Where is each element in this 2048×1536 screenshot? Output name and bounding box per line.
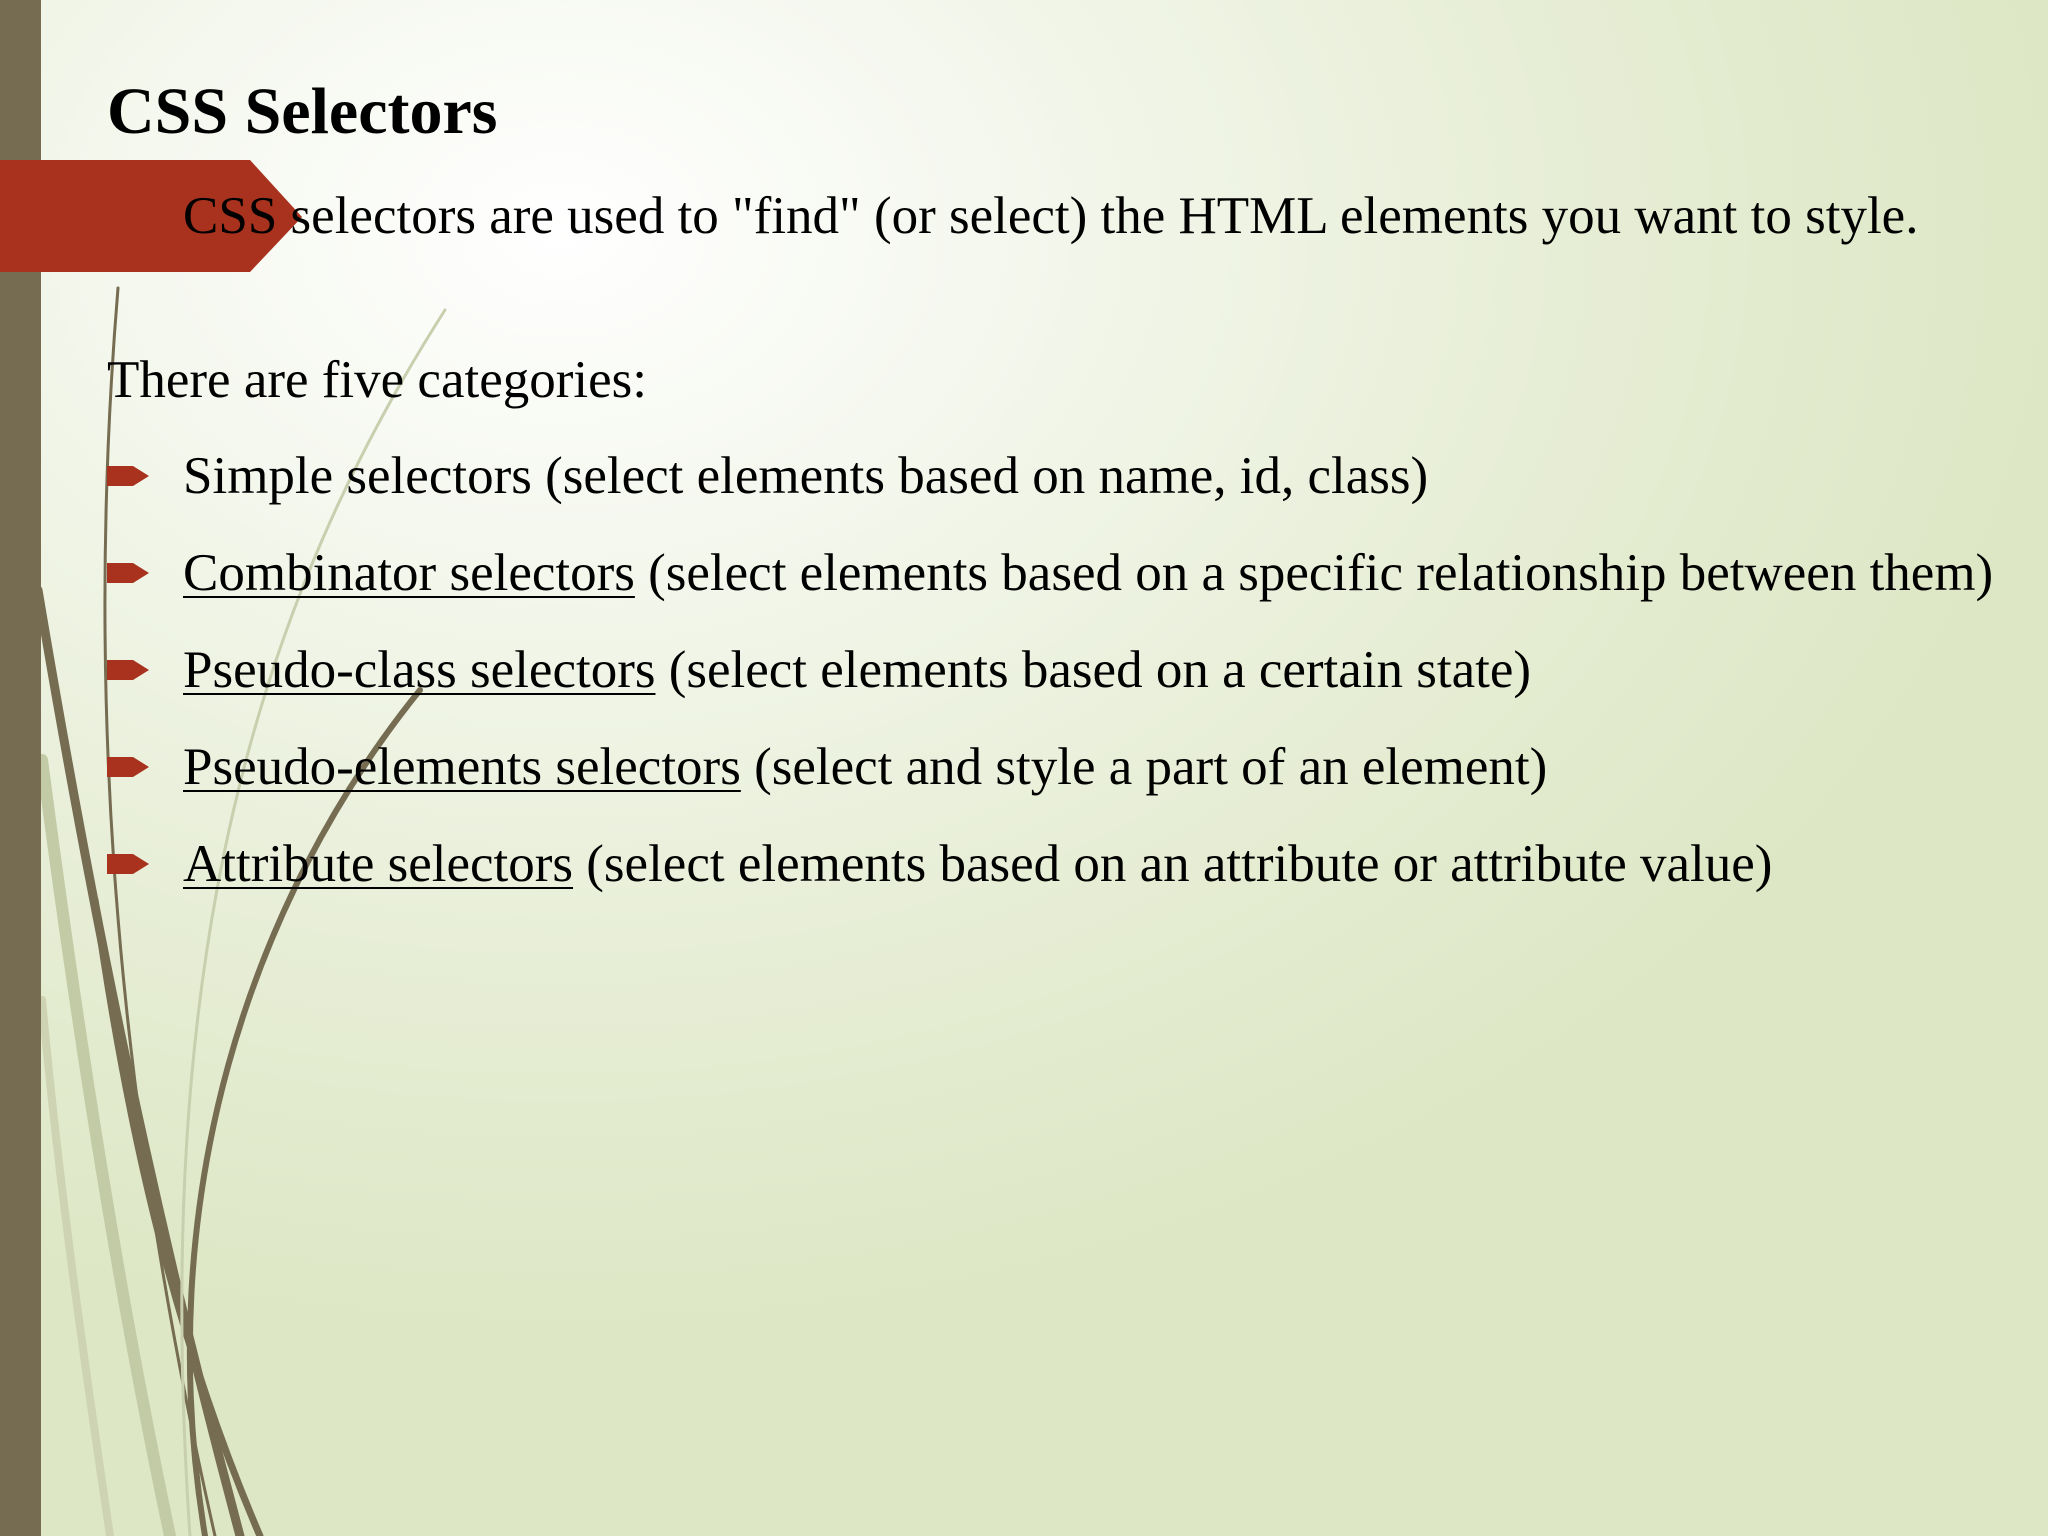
right-arrow-bullet-icon bbox=[107, 658, 151, 682]
list-item-simple-selectors bbox=[107, 442, 2007, 510]
combinator-selectors-link[interactable]: Combinator selectors bbox=[183, 544, 635, 602]
category-list bbox=[107, 442, 2007, 927]
list-item-text: (select elements based on a certain state) bbox=[655, 641, 1532, 699]
list-item-text: Simple selectors (select elements based on name, id, class) bbox=[183, 447, 1429, 505]
slide-title: CSS Selectors bbox=[107, 75, 498, 148]
list-item-attribute-selectors bbox=[107, 830, 2007, 898]
intro-paragraph: CSS selectors are used to "find" (or select) the HTML elements you want to style. bbox=[183, 187, 1919, 245]
list-item-text: (select elements based on an attribute or attribute value) bbox=[573, 835, 1773, 893]
pseudo-elements-selectors-link[interactable]: Pseudo-elements selectors bbox=[183, 738, 741, 796]
right-arrow-bullet-icon bbox=[107, 755, 151, 779]
list-item-text: (select elements based on a specific relationship between them) bbox=[634, 544, 1994, 602]
list-item-pseudo-class-selectors bbox=[107, 636, 2007, 704]
list-item-text: (select and style a part of an element) bbox=[740, 738, 1548, 796]
pseudo-class-selectors-link[interactable]: Pseudo-class selectors bbox=[183, 641, 656, 699]
list-item-pseudo-elements-selectors bbox=[107, 733, 2007, 801]
right-arrow-bullet-icon bbox=[107, 464, 151, 488]
right-arrow-bullet-icon bbox=[107, 852, 151, 876]
attribute-selectors-link[interactable]: Attribute selectors bbox=[183, 835, 574, 893]
categories-intro: There are five categories: bbox=[107, 351, 647, 409]
list-item-combinator-selectors bbox=[107, 539, 2007, 607]
right-arrow-bullet-icon bbox=[107, 561, 151, 585]
